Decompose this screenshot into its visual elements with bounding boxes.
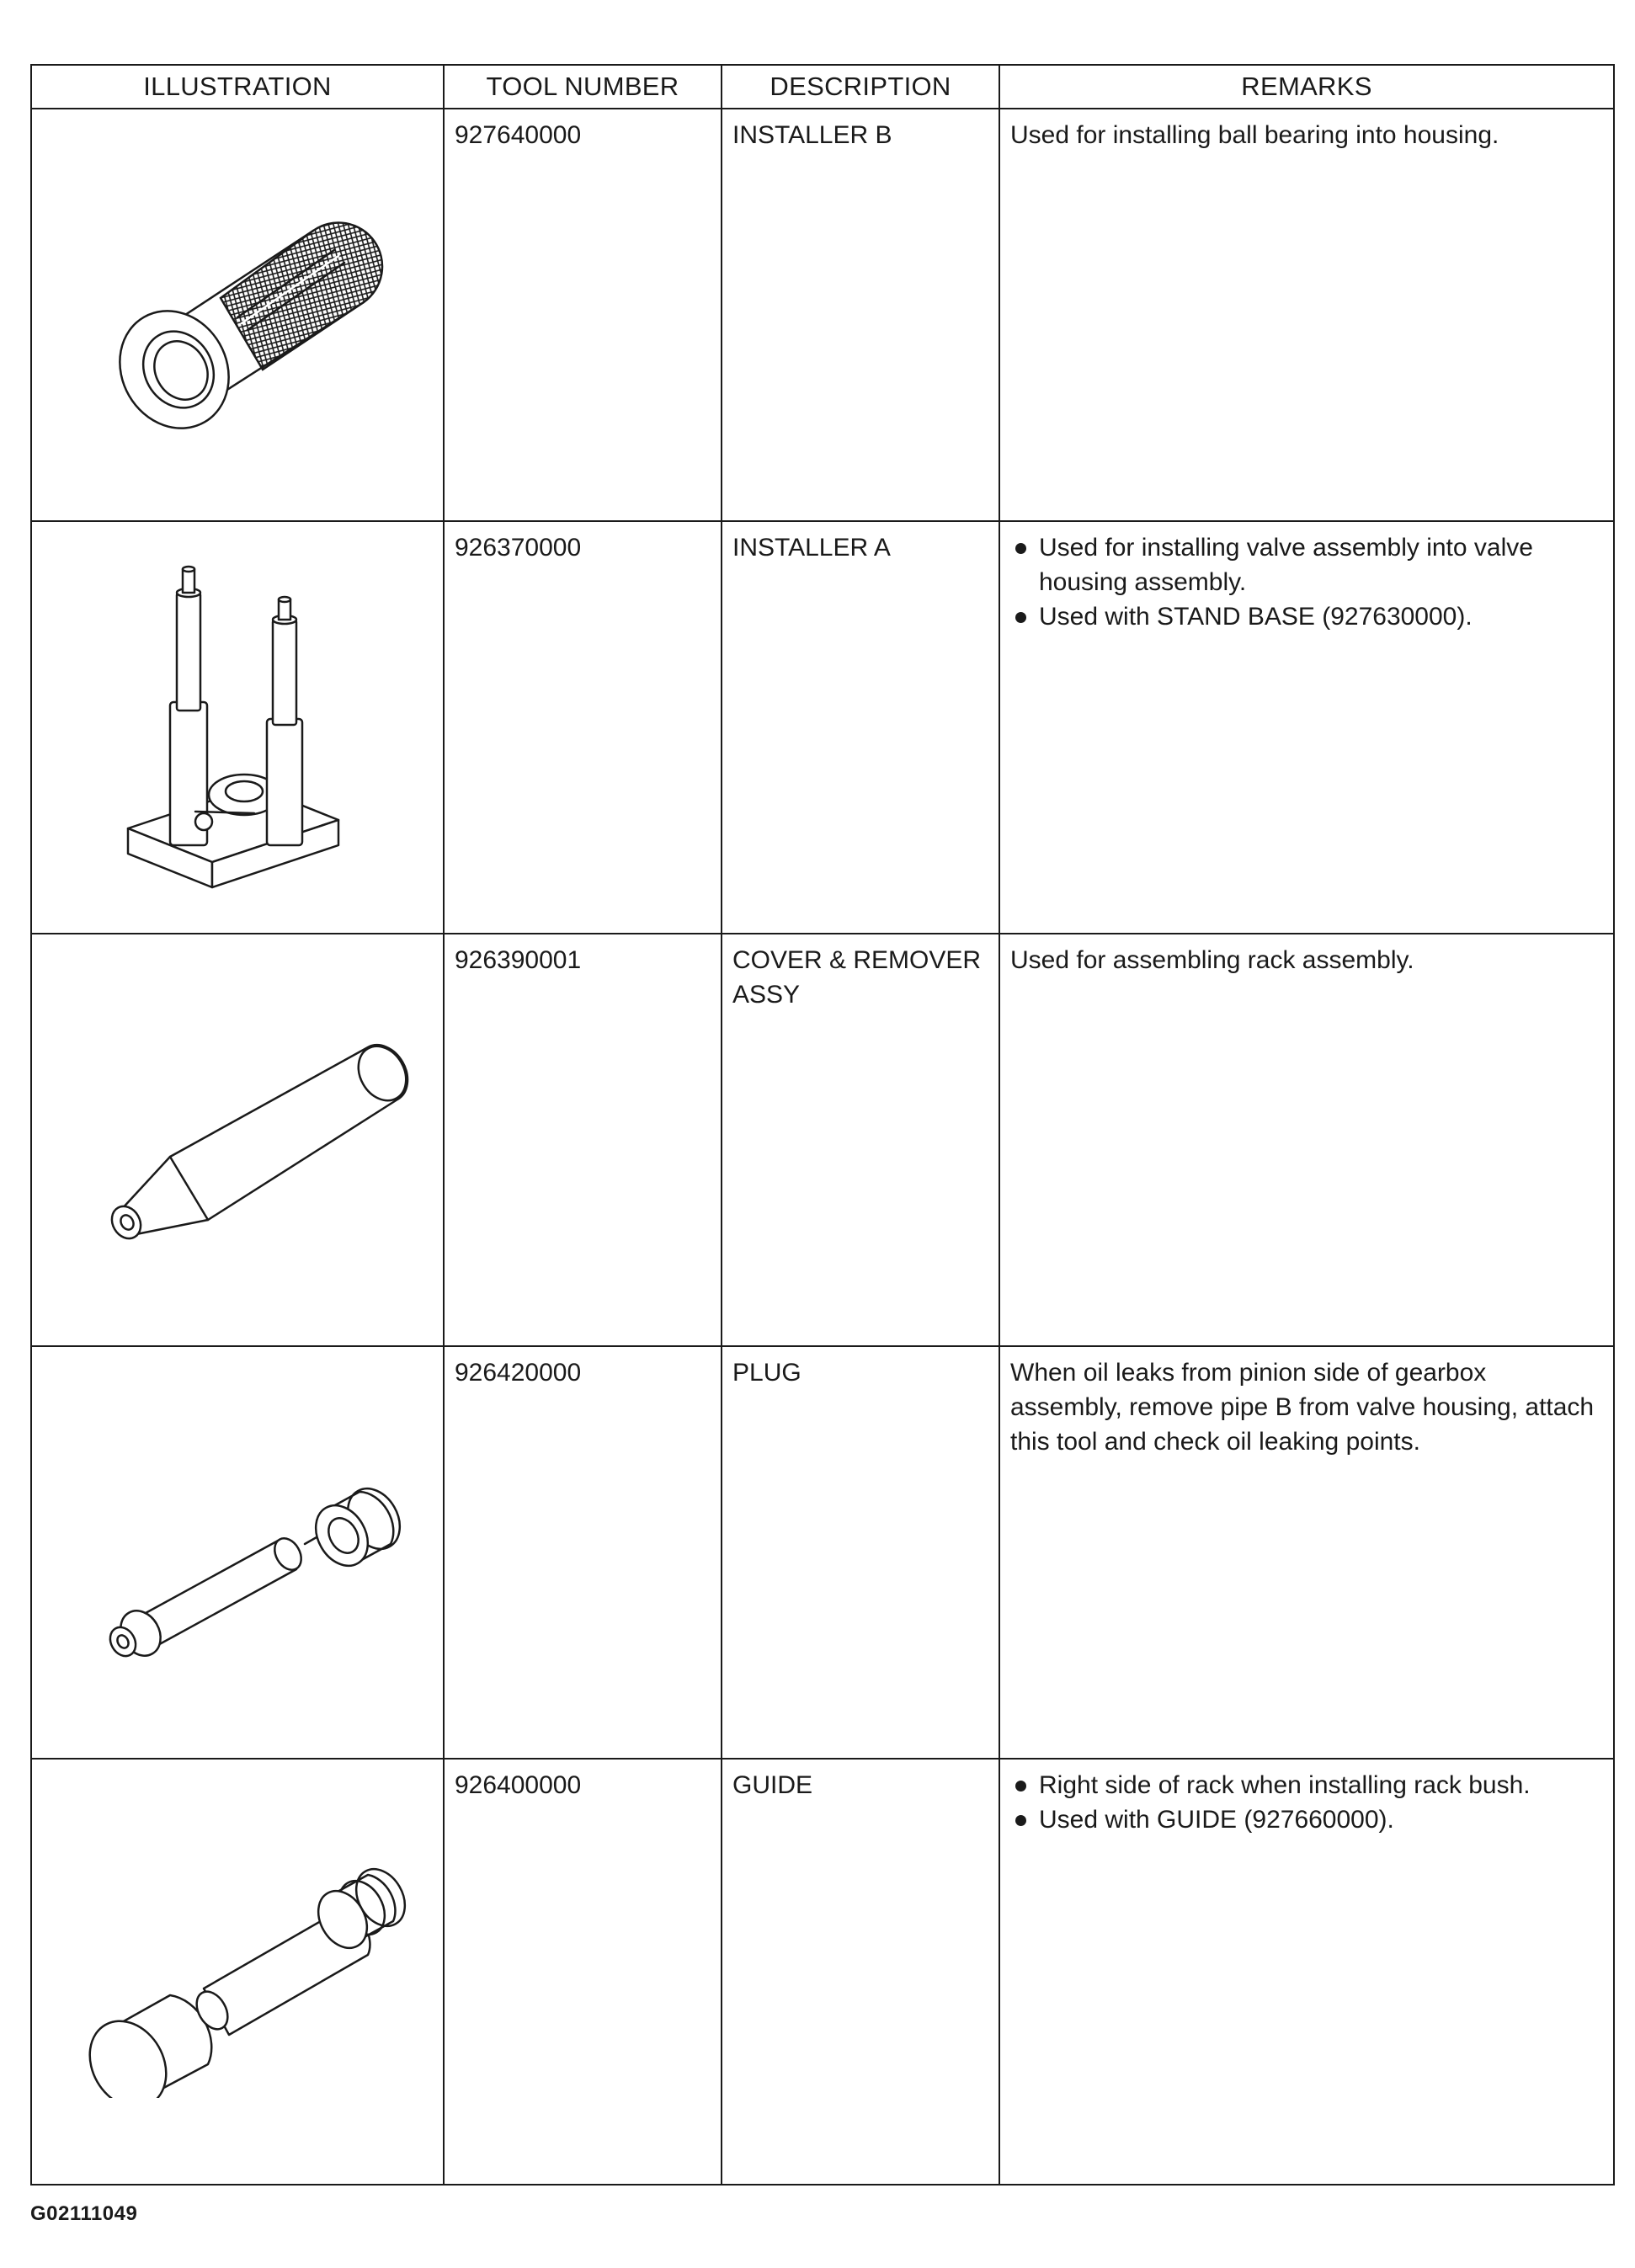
remarks-cell [999, 521, 1614, 934]
illustration-cell [31, 934, 444, 1346]
figure-code: G02111049 [30, 2202, 138, 2225]
remarks-list [1010, 1768, 1603, 1837]
remarks-cell [999, 1759, 1614, 2185]
illustration-cell [31, 1759, 444, 2185]
illustration-cell [31, 1346, 444, 1759]
remarks-bullet: Used with GUIDE (927660000). [1010, 1802, 1603, 1837]
special-tools-table [30, 64, 1615, 2185]
tool-number-cell: 927640000 [444, 109, 722, 521]
table-row [31, 1346, 1614, 1759]
description-cell: COVER & REMOVER ASSY [722, 934, 999, 1346]
cover-remover-drawing [61, 1030, 414, 1249]
column-header-remarks: REMARKS [999, 65, 1614, 109]
guide-drawing [61, 1845, 414, 2098]
installer-a-drawing [103, 551, 372, 904]
table-row [31, 521, 1614, 934]
installer-b-drawing [61, 163, 414, 466]
tool-number-cell: 926400000 [444, 1759, 722, 2185]
remarks-bullet: Used for installing valve assembly into valve housing assembly. [1010, 530, 1603, 599]
column-header-illustration: ILLUSTRATION [31, 65, 444, 109]
plug-drawing [61, 1426, 414, 1679]
remarks-bullet: Right side of rack when installing rack bush. [1010, 1768, 1603, 1802]
remarks-list [1010, 530, 1603, 634]
description-cell: INSTALLER B [722, 109, 999, 521]
description-cell: PLUG [722, 1346, 999, 1759]
table-row [31, 1759, 1614, 2185]
tool-number-cell: 926390001 [444, 934, 722, 1346]
tool-number-cell: 926370000 [444, 521, 722, 934]
column-header-description: DESCRIPTION [722, 65, 999, 109]
column-header-tool-number: TOOL NUMBER [444, 65, 722, 109]
table-row [31, 934, 1614, 1346]
illustration-cell [31, 521, 444, 934]
remarks-cell: Used for installing ball bearing into housing. [999, 109, 1614, 521]
description-cell: INSTALLER A [722, 521, 999, 934]
table-row [31, 109, 1614, 521]
illustration-cell [31, 109, 444, 521]
description-cell: GUIDE [722, 1759, 999, 2185]
remarks-cell: Used for assembling rack assembly. [999, 934, 1614, 1346]
tool-number-cell: 926420000 [444, 1346, 722, 1759]
remarks-bullet: Used with STAND BASE (927630000). [1010, 599, 1603, 634]
remarks-cell: When oil leaks from pinion side of gearbox assembly, remove pipe B from valve housing, attach this tool and check oil leaking points. [999, 1346, 1614, 1759]
header-row [31, 65, 1614, 109]
